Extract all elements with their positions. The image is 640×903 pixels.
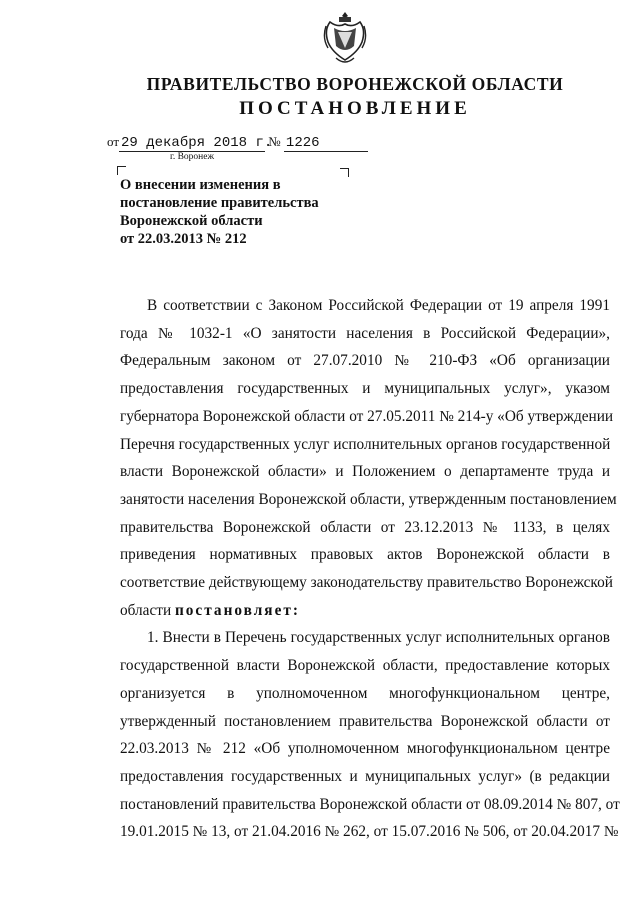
coat-of-arms-icon (322, 8, 368, 68)
text-line: власти Воронежской области» и Положением о департаменте труда и (120, 463, 610, 481)
text-line: Перечня государственных услуг исполнительных органов государственной (120, 435, 611, 453)
government-title: ПРАВИТЕЛЬСТВО ВОРОНЕЖСКОЙ ОБЛАСТИ (146, 74, 564, 94)
text-line: организуется в уполномоченном многофункциональном центре, (120, 684, 610, 702)
resolves-word: постановляет: (174, 601, 300, 619)
text-line: 22.03.2013 № 212 «Об уполномоченном многофункциональном центре (120, 740, 610, 758)
dateline (107, 134, 368, 152)
number-label: № (268, 134, 281, 149)
bracket-left (117, 166, 126, 175)
text-line: приведения нормативных правовых актов Воронежской области в (120, 546, 610, 564)
decree-subject (120, 176, 380, 248)
text-line: занятости населения Воронежской области, утвержденным постановлением (120, 490, 617, 508)
text-line: правительства Воронежской области от 23.12.2013 № 1133, в целях (120, 518, 610, 536)
document-type: ПОСТАНОВЛЕНИЕ (239, 98, 471, 119)
text-line: предоставления государственных и муниципальных услуг» (в редакции (120, 767, 610, 785)
preamble-paragraph (120, 292, 617, 624)
decree-body (120, 292, 620, 846)
text-line: предоставления государственных и муниципальных услуг», указом (120, 380, 610, 398)
text-line: государственной власти Воронежской области, предоставление которых (120, 657, 610, 675)
city: г. Воронеж (170, 152, 215, 162)
subject-line: от 22.03.2013 № 212 (120, 231, 247, 247)
text-line: года № 1032-1 «О занятости населения в Российской Федерации», (120, 324, 610, 342)
text-line: соответствие действующему законодательству правительство Воронежской (120, 574, 613, 592)
text-line: Федеральным законом от 27.07.2010 № 210-ФЗ «Об организации (120, 352, 610, 370)
decree-number: 1226 (284, 135, 368, 152)
subject-line: Воронежской области (120, 213, 263, 229)
text-line (120, 597, 610, 625)
item-1-paragraph (120, 624, 620, 846)
subject-line: постановление правительства (120, 195, 319, 211)
decree-date: 29 декабря 2018 г. (121, 135, 273, 151)
text-line: 19.01.2015 № 13, от 21.04.2016 № 262, от 15.07.2016 № 506, от 20.04.2017 № (120, 823, 619, 841)
text-line: постановлений правительства Воронежской области от 08.09.2014 № 807, от (120, 795, 620, 813)
text-line: 1. Внести в Перечень государственных услуг исполнительных органов (147, 629, 610, 647)
text-line: губернатора Воронежской области от 27.05.2011 № 214-у «Об утверждении (120, 407, 614, 425)
from-label: от (107, 134, 120, 149)
text-line: В соответствии с Законом Российской Федерации от 19 апреля 1991 (147, 297, 610, 314)
subject-line: О внесении изменения в (120, 177, 281, 193)
text-line: утвержденный постановлением правительства Воронежской области от (120, 712, 610, 730)
tail-word: области (120, 601, 172, 619)
